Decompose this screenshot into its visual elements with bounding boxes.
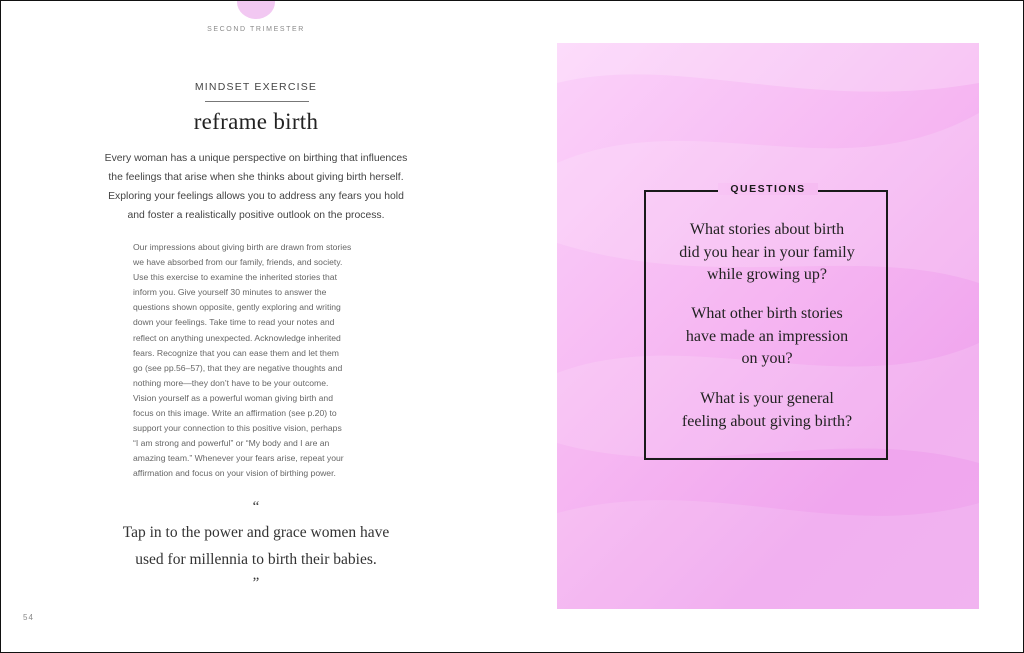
body-line: questions shown opposite, gently exploring and writing bbox=[133, 302, 341, 313]
body-line: focus on this image. Write an affirmation (see p.20) to bbox=[133, 408, 337, 419]
section-label-underline bbox=[205, 101, 309, 102]
question-line: What stories about birth bbox=[689, 221, 845, 238]
body-line: reflect on anything unexpected. Acknowledge inherited bbox=[133, 332, 341, 343]
page-title: reframe birth bbox=[193, 109, 319, 134]
body-line: amazing team.” Whenever your fears arise, repeat your bbox=[133, 453, 344, 464]
intro-line: the feelings that arise when she thinks about giving birth herself. bbox=[108, 172, 404, 183]
body-line: Use this exercise to examine the inherited stories that bbox=[133, 272, 337, 283]
question-line: did you hear in your family bbox=[679, 243, 855, 261]
quote-open-mark: “ bbox=[252, 499, 260, 515]
pull-quote-line: used for millennia to birth their babies. bbox=[135, 551, 377, 568]
body-line: fears. Recognize that you can ease them and let them bbox=[133, 347, 339, 358]
question-2 bbox=[647, 303, 887, 371]
body-line: down your feelings. Take time to read your notes and bbox=[133, 317, 335, 328]
pull-quote-line: Tap in to the power and grace women have bbox=[122, 524, 390, 541]
quote-close-mark: ” bbox=[252, 575, 260, 591]
body-line: Our impressions about giving birth are drawn from stories bbox=[133, 242, 352, 252]
intro-paragraph bbox=[93, 149, 419, 225]
questions-panel bbox=[557, 43, 979, 609]
body-line: nothing more—they don’t have to be your outcome. bbox=[133, 377, 329, 388]
question-line: on you? bbox=[741, 350, 793, 367]
intro-line: Exploring your feelings allows you to address any fears you hold bbox=[108, 191, 404, 202]
body-line: support your connection to this positive vision, perhaps bbox=[133, 423, 342, 434]
page-number: 54 bbox=[23, 613, 34, 622]
question-line: What other birth stories bbox=[691, 305, 843, 322]
question-1 bbox=[647, 219, 887, 287]
question-line: while growing up? bbox=[707, 266, 827, 283]
running-head: SECOND TRIMESTER bbox=[207, 26, 305, 33]
question-line: have made an impression bbox=[685, 327, 849, 345]
intro-line: Every woman has a unique perspective on birthing that influences bbox=[104, 153, 408, 164]
intro-line: and foster a realistically positive outlook on the process. bbox=[127, 210, 385, 221]
body-line: Vision yourself as a powerful woman giving birth and bbox=[133, 392, 333, 403]
question-3 bbox=[647, 388, 887, 433]
body-line: go (see pp.56–57), that they are negative thoughts and bbox=[133, 362, 343, 373]
pull-quote bbox=[91, 519, 421, 573]
body-line: inform you. Give yourself 30 minutes to answer the bbox=[133, 287, 327, 298]
question-line: What is your general bbox=[700, 390, 834, 407]
body-line: we have absorbed from our family, friends, and society. bbox=[133, 257, 343, 268]
question-line: feeling about giving birth? bbox=[681, 412, 853, 430]
body-line: affirmation and focus on your vision of birthing power. bbox=[133, 468, 336, 479]
body-paragraph bbox=[133, 240, 383, 482]
decorative-circle bbox=[237, 0, 275, 19]
section-label: MINDSET EXERCISE bbox=[194, 81, 318, 93]
body-line: “I am strong and powerful” or “My body and I are an bbox=[133, 438, 330, 449]
questions-heading: QUESTIONS bbox=[718, 183, 818, 195]
